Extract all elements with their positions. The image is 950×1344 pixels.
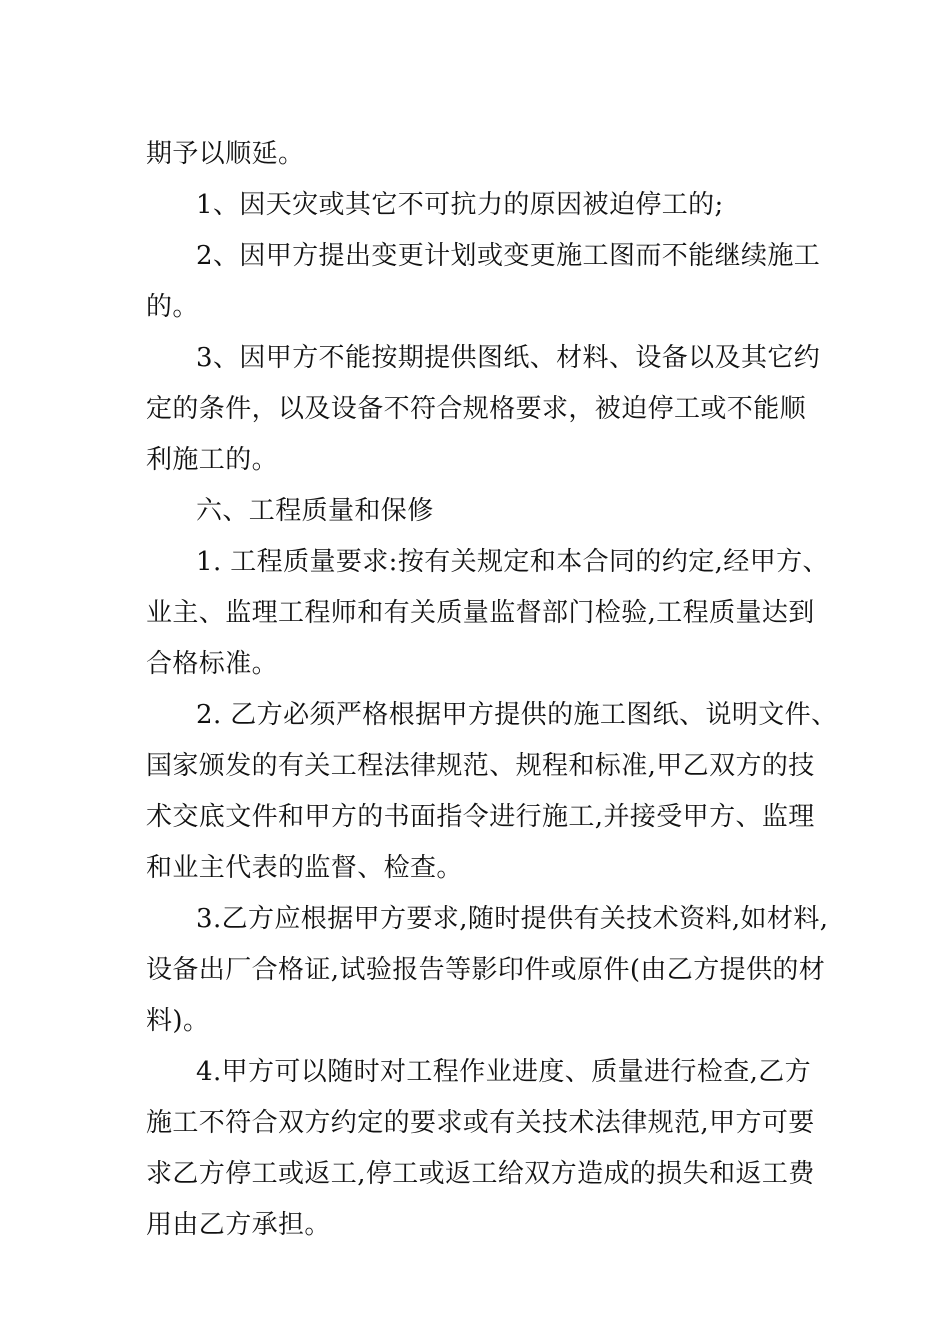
text-line: 施工不符合双方约定的要求或有关技术法律规范,甲方可要 xyxy=(146,1108,815,1138)
text-line: 3.乙方应根据甲方要求,随时提供有关技术资料,如材料, xyxy=(196,904,829,934)
text-line: 3、因甲方不能按期提供图纸、材料、设备以及其它约 xyxy=(196,343,821,373)
text-line: 期予以顺延。 xyxy=(146,139,305,169)
text-line: 的。 xyxy=(146,292,199,322)
text-line: 1、因天灾或其它不可抗力的原因被迫停工的; xyxy=(196,190,724,220)
text-line: 设备出厂合格证,试验报告等影印件或原件(由乙方提供的材 xyxy=(146,955,826,985)
text-line: 术交底文件和甲方的书面指令进行施工,并接受甲方、监理 xyxy=(146,802,815,832)
text-line: 业主、监理工程师和有关质量监督部门检验,工程质量达到 xyxy=(146,598,815,628)
text-line: 合格标准。 xyxy=(146,649,279,679)
section-heading: 六、工程质量和保修 xyxy=(196,496,434,526)
text-line: 1. 工程质量要求:按有关规定和本合同的约定,经甲方、 xyxy=(196,547,829,577)
text-line: 2、因甲方提出变更计划或变更施工图而不能继续施工 xyxy=(196,241,821,271)
text-line: 料)。 xyxy=(146,1006,210,1036)
text-line: 利施工的。 xyxy=(146,445,279,475)
text-line: 定的条件，以及设备不符合规格要求，被迫停工或不能顺 xyxy=(146,394,807,424)
text-line: 国家颁发的有关工程法律规范、规程和标准,甲乙双方的技 xyxy=(146,751,815,781)
text-line: 4.甲方可以随时对工程作业进度、质量进行检查,乙方 xyxy=(196,1057,812,1087)
text-line: 求乙方停工或返工,停工或返工给双方造成的损失和返工费 xyxy=(146,1159,815,1189)
text-line: 和业主代表的监督、检查。 xyxy=(146,853,463,883)
text-line: 用由乙方承担。 xyxy=(146,1210,331,1240)
text-line: 2. 乙方必须严格根据甲方提供的施工图纸、说明文件、 xyxy=(196,700,838,730)
